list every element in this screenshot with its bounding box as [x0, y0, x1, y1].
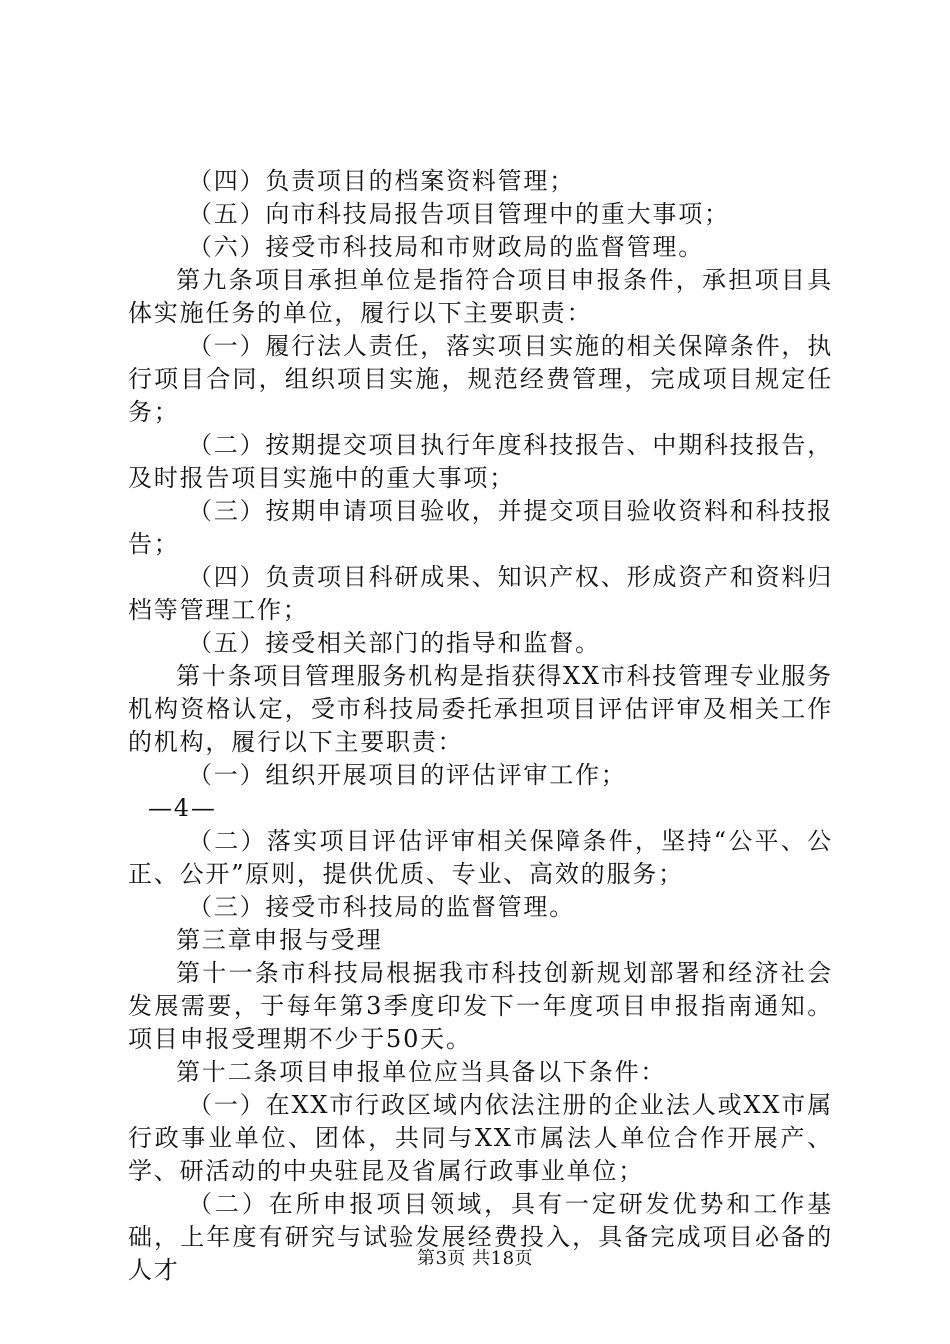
document-body [128, 165, 833, 1287]
document-paragraph: （二）在所申报项目领域，具有一定研发优势和工作基础，上年度有研究与试验发展经费投入，具备完成项目必备的人才 [128, 1190, 833, 1284]
document-paragraph: （三）接受市科技局的监督管理。 [188, 893, 575, 921]
document-paragraph: 第十条项目管理服务机构是指获得XX市科技管理专业服务机构资格认定，受市科技局委托承担项目评估评审及相关工作的机构，履行以下主要职责： [128, 662, 833, 756]
document-paragraph: （三）按期申请项目验收，并提交项目验收资料和科技报告； [128, 497, 833, 558]
document-paragraph: （五）接受相关部门的指导和监督。 [188, 629, 601, 657]
document-paragraph: （一）在XX市行政区域内依法注册的企业法人或XX市属行政事业单位、团体，共同与XX市属法人单位合作开展产、学、研活动的中央驻昆及省属行政事业单位； [128, 1091, 833, 1185]
document-paragraph: （五）向市科技局报告项目管理中的重大事项； [188, 200, 730, 228]
document-paragraph: 第三章申报与受理 [176, 926, 383, 954]
document-paragraph: （一）组织开展项目的评估评审工作； [188, 761, 627, 789]
document-paragraph: （一）履行法人责任，落实项目实施的相关保障条件，执行项目合同，组织项目实施，规范经费管理，完成项目规定任务； [128, 332, 833, 426]
document-paragraph: （六）接受市科技局和市财政局的监督管理。 [188, 233, 704, 261]
page-footer: 第3页 共18页 [416, 1248, 534, 1269]
document-paragraph: （四）负责项目科研成果、知识产权、形成资产和资料归档等管理工作； [128, 563, 833, 624]
document-paragraph: （四）负责项目的档案资料管理； [188, 167, 575, 195]
document-paragraph: 第九条项目承担单位是指符合项目申报条件，承担项目具体实施任务的单位，履行以下主要职责： [128, 266, 833, 327]
document-paragraph: 第十一条市科技局根据我市科技创新规划部署和经济社会发展需要，于每年第3季度印发下一年度项目申报指南通知。项目申报受理期不少于50天。 [128, 959, 833, 1053]
document-paragraph: （二）落实项目评估评审相关保障条件，坚持“公平、公正、公开”原则，提供优质、专业、高效的服务； [128, 827, 833, 888]
document-paragraph: （二）按期提交项目执行年度科技报告、中期科技报告，及时报告项目实施中的重大事项； [128, 431, 833, 492]
document-paragraph: 第十二条项目申报单位应当具备以下条件： [176, 1058, 667, 1086]
page-number-mark: —4— [148, 794, 217, 822]
